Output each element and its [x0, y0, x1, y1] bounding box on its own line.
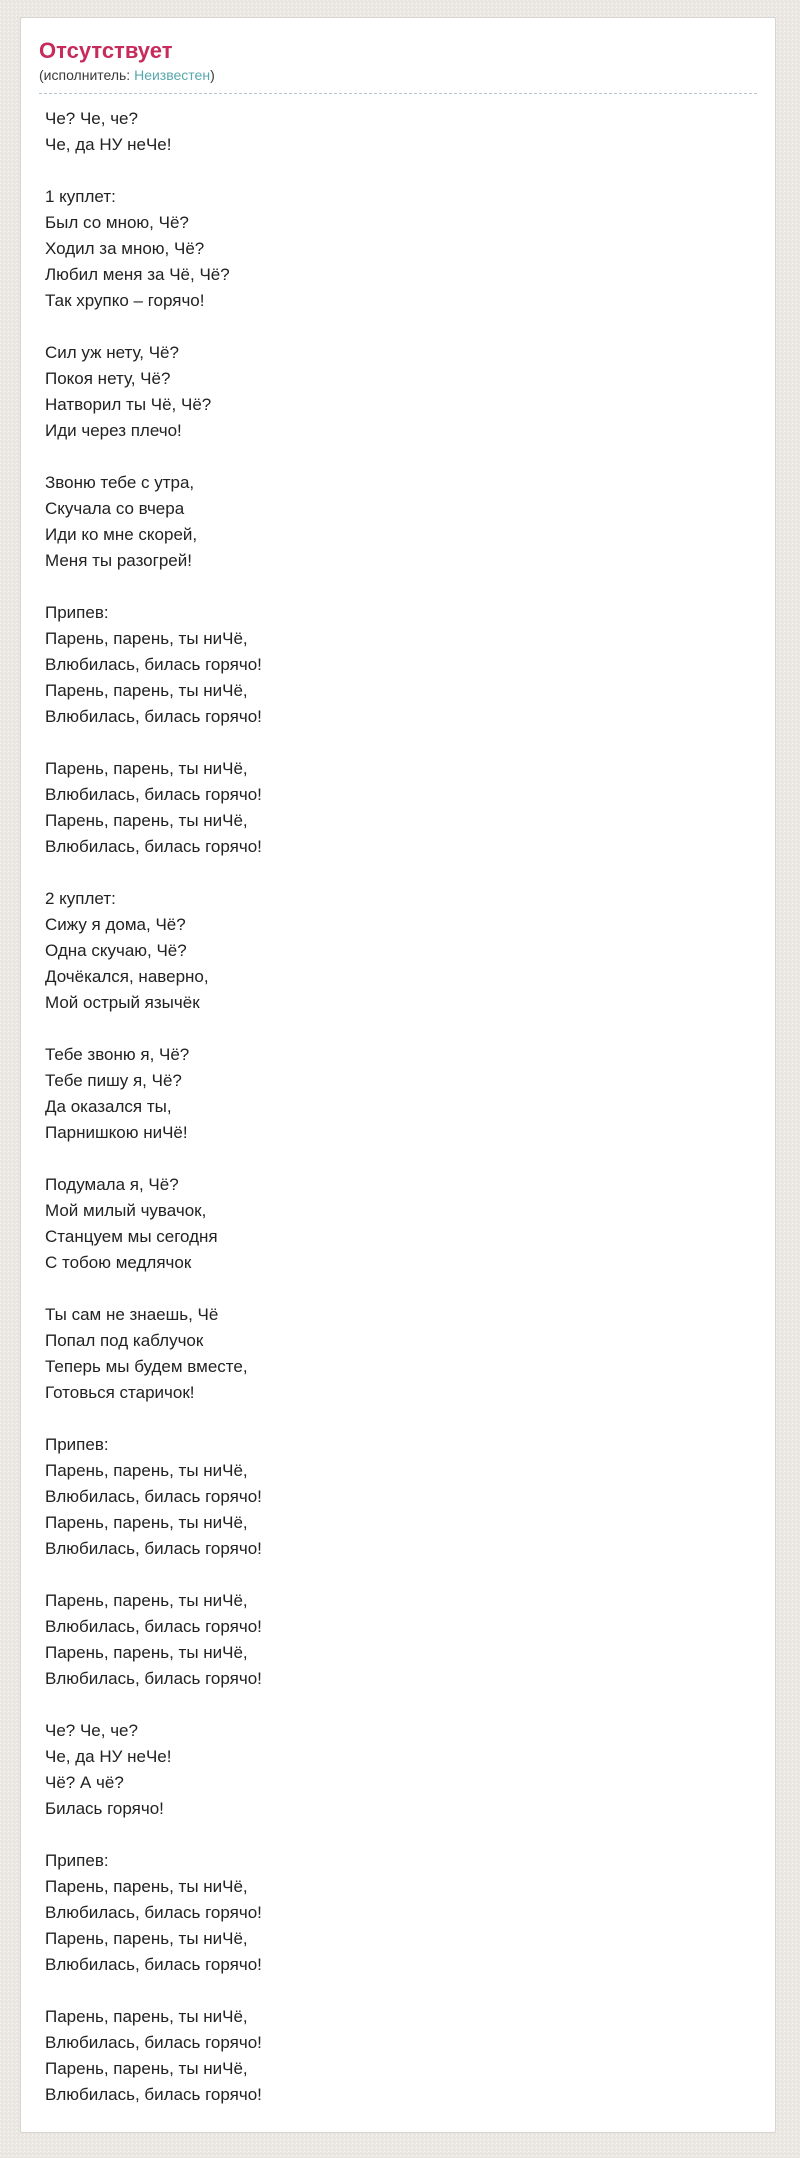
lyric-line: Припев: — [45, 1851, 109, 1870]
lyric-line: Парень, парень, ты ниЧё, — [45, 2059, 248, 2078]
lyric-line: 1 куплет: — [45, 187, 116, 206]
lyric-line: Одна скучаю, Чё? — [45, 941, 187, 960]
stanza — [45, 1302, 757, 1406]
lyric-line: Парень, парень, ты ниЧё, — [45, 629, 248, 648]
lyric-line: Влюбилась, билась горячо! — [45, 785, 262, 804]
lyric-line: Мой острый язычёк — [45, 993, 200, 1012]
lyrics-card — [20, 17, 776, 2133]
lyric-line: Парень, парень, ты ниЧё, — [45, 1929, 248, 1948]
lyric-line: Парень, парень, ты ниЧё, — [45, 681, 248, 700]
lyric-line: Влюбилась, билась горячо! — [45, 1669, 262, 1688]
lyric-line: Ходил за мною, Чё? — [45, 239, 205, 258]
lyric-line: Ты сам не знаешь, Чё — [45, 1305, 219, 1324]
lyric-line: Влюбилась, билась горячо! — [45, 1487, 262, 1506]
lyric-line: Влюбилась, билась горячо! — [45, 1903, 262, 1922]
stanza — [45, 1042, 757, 1146]
stanza — [45, 886, 757, 1016]
stanza — [45, 1718, 757, 1822]
lyric-line: Парень, парень, ты ниЧё, — [45, 1643, 248, 1662]
lyrics-text — [39, 106, 757, 2108]
lyric-line: Парень, парень, ты ниЧё, — [45, 1877, 248, 1896]
lyric-line: Покоя нету, Чё? — [45, 369, 171, 388]
lyric-line: Любил меня за Чё, Чё? — [45, 265, 230, 284]
lyric-line: Сижу я дома, Чё? — [45, 915, 186, 934]
lyric-line: Парень, парень, ты ниЧё, — [45, 1461, 248, 1480]
lyric-line: Был со мною, Чё? — [45, 213, 189, 232]
lyric-line: Че, да НУ неЧе! — [45, 1747, 172, 1766]
lyric-line: Иди ко мне скорей, — [45, 525, 198, 544]
lyric-line: Влюбилась, билась горячо! — [45, 655, 262, 674]
stanza — [45, 184, 757, 314]
lyric-line: 2 куплет: — [45, 889, 116, 908]
lyric-line: Парень, парень, ты ниЧё, — [45, 759, 248, 778]
lyric-line: Иди через плечо! — [45, 421, 182, 440]
stanza — [45, 2004, 757, 2108]
lyric-line: Сил уж нету, Чё? — [45, 343, 179, 362]
lyric-line: Влюбилась, билась горячо! — [45, 2033, 262, 2052]
lyric-line: Тебе пишу я, Чё? — [45, 1071, 182, 1090]
lyric-line: Мой милый чувачок, — [45, 1201, 207, 1220]
lyric-line: Влюбилась, билась горячо! — [45, 707, 262, 726]
lyric-line: Скучала со вчера — [45, 499, 185, 518]
stanza — [45, 1432, 757, 1562]
lyric-line: Парень, парень, ты ниЧё, — [45, 1513, 248, 1532]
lyric-line: Влюбилась, билась горячо! — [45, 2085, 262, 2104]
lyric-line: Влюбилась, билась горячо! — [45, 1539, 262, 1558]
stanza — [45, 1588, 757, 1692]
lyric-line: Звоню тебе с утра, — [45, 473, 195, 492]
lyric-line: Че? Че, че? — [45, 109, 138, 128]
lyric-line: Че? Че, че? — [45, 1721, 138, 1740]
lyric-line: Парень, парень, ты ниЧё, — [45, 1591, 248, 1610]
lyric-line: Тебе звоню я, Чё? — [45, 1045, 190, 1064]
artist-label: (исполнитель: — [39, 67, 135, 83]
lyric-line: Парень, парень, ты ниЧё, — [45, 811, 248, 830]
lyric-line: Билась горячо! — [45, 1799, 164, 1818]
stanza — [45, 1848, 757, 1978]
artist-line-suffix: ) — [210, 67, 215, 83]
lyric-line: Парнишкою ниЧё! — [45, 1123, 188, 1142]
artist-link[interactable]: Неизвестен — [134, 67, 211, 83]
lyric-line: Так хрупко – горячо! — [45, 291, 205, 310]
lyric-line: Припев: — [45, 603, 109, 622]
lyric-line: Дочёкался, наверно, — [45, 967, 209, 986]
lyric-line: Станцуем мы сегодня — [45, 1227, 218, 1246]
lyric-line: Чё? А чё? — [45, 1773, 124, 1792]
lyric-line: Теперь мы будем вместе, — [45, 1357, 248, 1376]
stanza — [45, 106, 757, 158]
artist-line — [39, 67, 757, 94]
lyric-line: Да оказался ты, — [45, 1097, 172, 1116]
stanza — [45, 756, 757, 860]
lyric-line: Влюбилась, билась горячо! — [45, 1955, 262, 1974]
lyric-line: Влюбилась, билась горячо! — [45, 1617, 262, 1636]
stanza — [45, 470, 757, 574]
lyric-line: Попал под каблучок — [45, 1331, 204, 1350]
lyric-line: С тобою медлячок — [45, 1253, 192, 1272]
song-title: Отсутствует — [39, 38, 173, 63]
lyric-line: Меня ты разогрей! — [45, 551, 192, 570]
stanza — [45, 600, 757, 730]
lyric-line: Подумала я, Чё? — [45, 1175, 179, 1194]
lyric-line: Припев: — [45, 1435, 109, 1454]
stanza — [45, 340, 757, 444]
lyric-line: Готовься старичок! — [45, 1383, 195, 1402]
lyric-line: Че, да НУ неЧе! — [45, 135, 172, 154]
stanza — [45, 1172, 757, 1276]
lyric-line: Влюбилась, билась горячо! — [45, 837, 262, 856]
lyric-line: Парень, парень, ты ниЧё, — [45, 2007, 248, 2026]
lyric-line: Натворил ты Чё, Чё? — [45, 395, 212, 414]
